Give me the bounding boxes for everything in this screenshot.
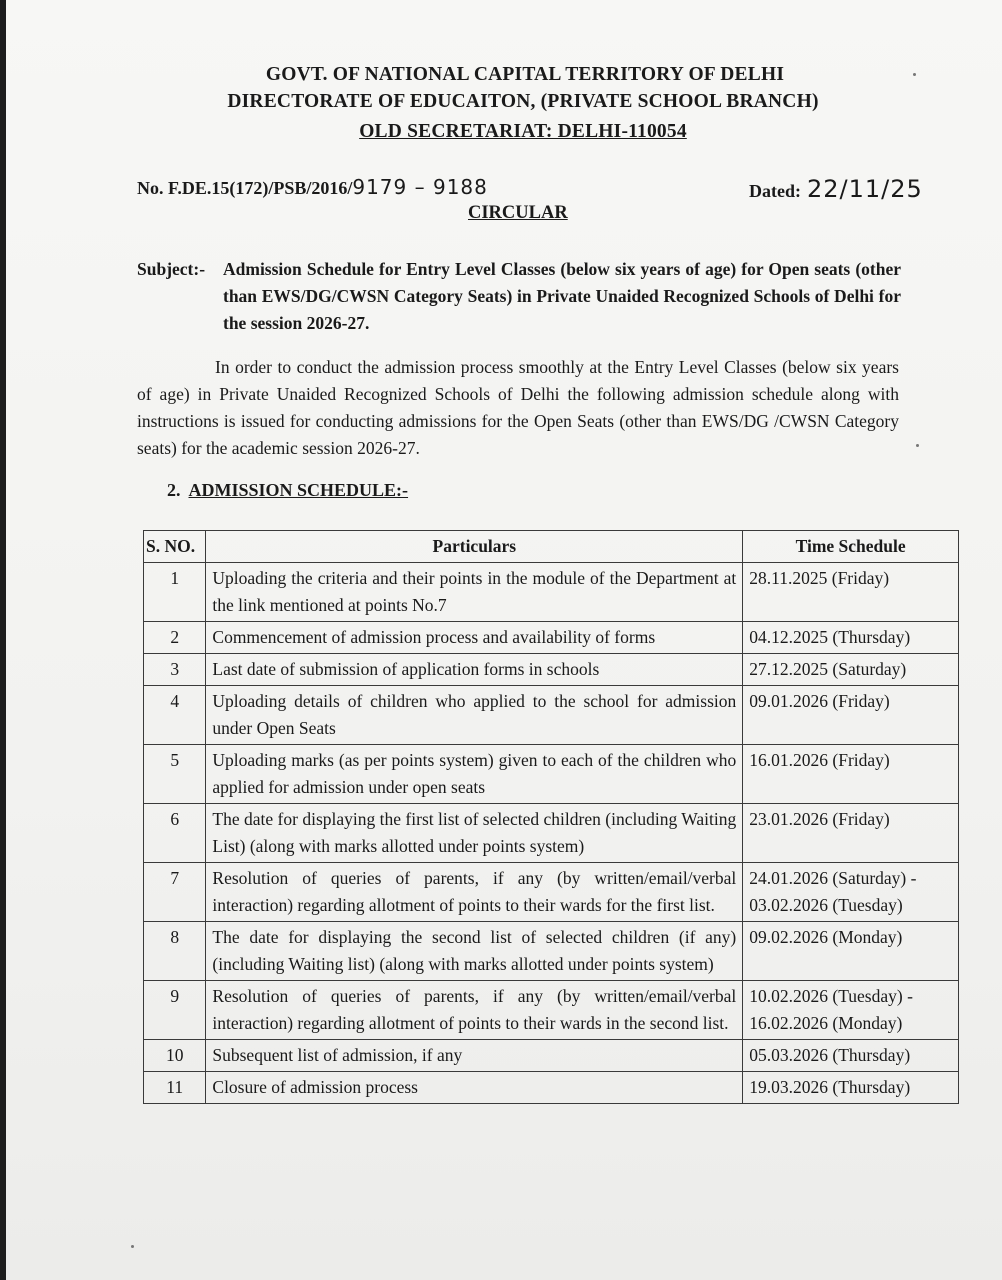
row-sno: 9 [144,981,206,1040]
header-sno: S. NO. [144,531,206,563]
row-sno: 10 [144,1040,206,1072]
section-title: ADMISSION SCHEDULE:- [188,480,409,500]
header-time-schedule: Time Schedule [743,531,959,563]
subject-block [137,256,901,337]
table-row [144,804,959,863]
table-header-row [144,531,959,563]
row-sno: 1 [144,563,206,622]
section-heading [167,480,408,501]
row-sno: 5 [144,745,206,804]
row-sno: 8 [144,922,206,981]
dated-label: Dated: [749,181,801,201]
handwritten-reference-number: 9179 – 9188 [352,175,488,199]
intro-paragraph: In order to conduct the admission process smoothly at the Entry Level Classes (below six years of age) in Private Unaided Recognized Schools of Delhi the following admission schedule along with instructions is issued for conducting admissions for the Open Seats (other than EWS/DG /CWSN Category seats) for the academic session 2026-27. [137,357,899,458]
row-particulars: Uploading details of children who applied to the school for admission under Open Seats [206,686,743,745]
table-row [144,563,959,622]
reference-prefix: No. F.DE.15(172)/PSB/2016/ [137,178,353,198]
row-particulars: Last date of submission of application forms in schools [206,654,743,686]
row-schedule: 19.03.2026 (Thursday) [743,1072,959,1104]
row-particulars: Uploading the criteria and their points in the module of the Department at the link mentioned at points No.7 [206,563,743,622]
table-row [144,686,959,745]
row-schedule: 05.03.2026 (Thursday) [743,1040,959,1072]
scan-speck [131,1245,134,1248]
row-sno: 7 [144,863,206,922]
row-particulars: Subsequent list of admission, if any [206,1040,743,1072]
scan-speck [913,73,916,76]
row-sno: 6 [144,804,206,863]
row-schedule: 16.01.2026 (Friday) [743,745,959,804]
row-particulars: Closure of admission process [206,1072,743,1104]
subject-text: Admission Schedule for Entry Level Classes (below six years of age) for Open seats (other than EWS/DG/CWSN Category Seats) in Private Unaided Recognized Schools of Delhi for the session 2026-27. [223,259,901,333]
row-particulars: The date for displaying the first list of selected children (including Waiting List) (along with marks allotted under points system) [206,804,743,863]
table-row [144,981,959,1040]
row-schedule: 27.12.2025 (Saturday) [743,654,959,686]
reference-number [137,175,488,199]
table-row [144,863,959,922]
subject-label: Subject:- [137,259,206,279]
row-schedule: 23.01.2026 (Friday) [743,804,959,863]
table-row [144,922,959,981]
row-schedule: 09.02.2026 (Monday) [743,922,959,981]
table-row [144,745,959,804]
section-number: 2. [167,480,181,500]
row-schedule: 04.12.2025 (Thursday) [743,622,959,654]
header-particulars: Particulars [206,531,743,563]
row-sno: 11 [144,1072,206,1104]
table-row [144,622,959,654]
header-directorate: DIRECTORATE OF EDUCAITON, (PRIVATE SCHOOL BRANCH) [227,91,819,112]
row-particulars: Commencement of admission process and availability of forms [206,622,743,654]
table-row [144,1040,959,1072]
document-title: CIRCULAR [468,203,568,223]
row-schedule: 28.11.2025 (Friday) [743,563,959,622]
row-particulars: Uploading marks (as per points system) given to each of the children who applied for admission under open seats [206,745,743,804]
row-schedule: 10.02.2026 (Tuesday) - 16.02.2026 (Monday) [743,981,959,1040]
row-particulars: The date for displaying the second list of selected children (if any) (including Waiting list) (along with marks allotted under points system) [206,922,743,981]
table-row [144,654,959,686]
row-sno: 3 [144,654,206,686]
row-sno: 4 [144,686,206,745]
header-address: OLD SECRETARIAT: DELHI-110054 [359,121,687,142]
scan-speck [916,444,919,447]
dated-field [749,175,923,203]
table-row [144,1072,959,1104]
header-government: GOVT. OF NATIONAL CAPITAL TERRITORY OF DELHI [265,64,785,85]
row-particulars: Resolution of queries of parents, if any (by written/email/verbal interaction) regarding allotment of points to their wards in the second list. [206,981,743,1040]
row-schedule: 09.01.2026 (Friday) [743,686,959,745]
handwritten-date: 22/11/25 [807,175,923,203]
row-schedule: 24.01.2026 (Saturday) - 03.02.2026 (Tuesday) [743,863,959,922]
row-particulars: Resolution of queries of parents, if any (by written/email/verbal interaction) regarding allotment of points to their wards for the first list. [206,863,743,922]
row-sno: 2 [144,622,206,654]
admission-schedule-table [143,530,959,1104]
